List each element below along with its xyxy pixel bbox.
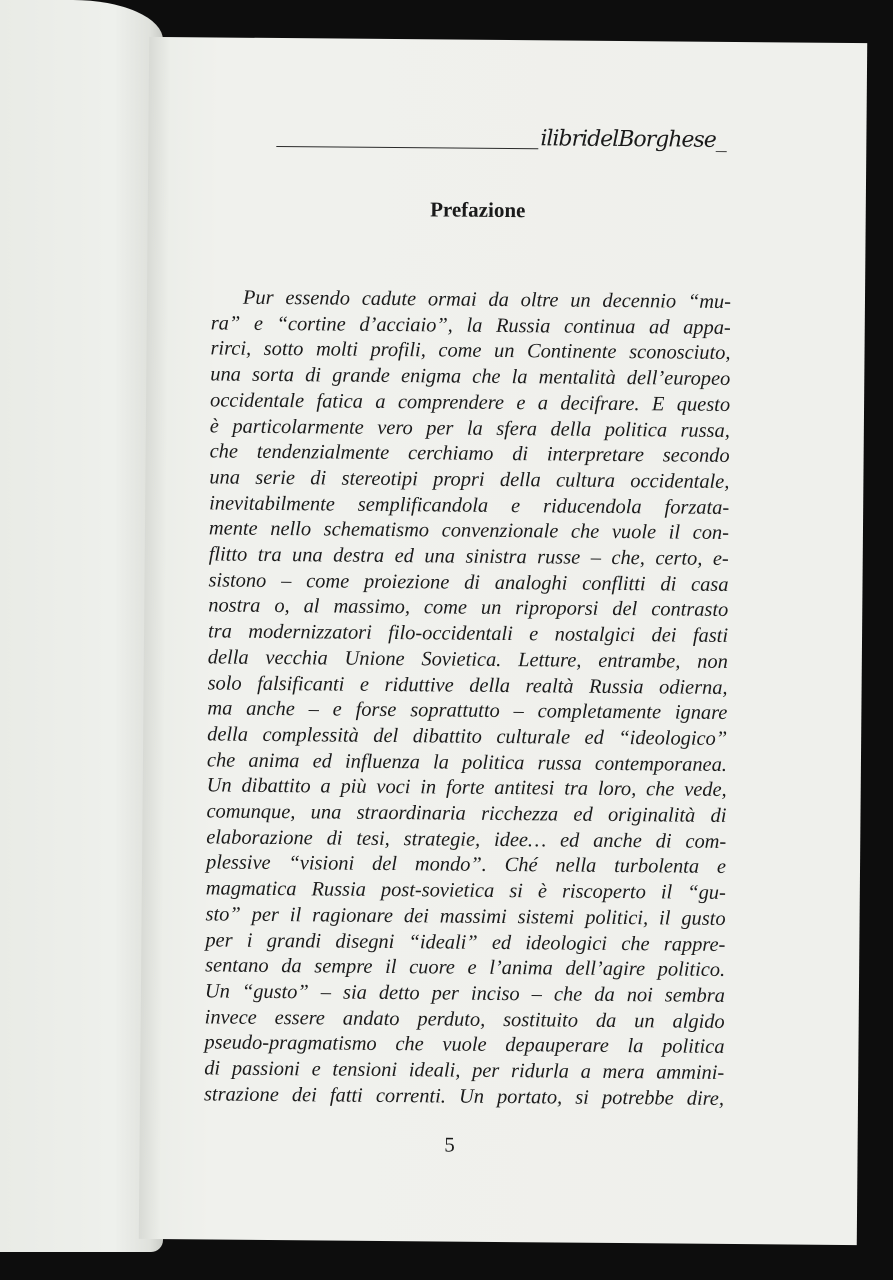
- page-title: Prefazione: [430, 197, 526, 223]
- body-paragraph: [204, 285, 731, 1112]
- text-line: tra modernizzatori filo-occidentali e nostalgici dei fasti: [207, 620, 729, 648]
- text-line: della vecchia Unione Sovietica. Letture, entrambe, non: [207, 646, 728, 673]
- text-line: Un “gusto” – sia detto per inciso – che da noi sembra: [204, 980, 726, 1007]
- text-line: è particolarmente vero per la sfera della politica russa,: [209, 414, 730, 442]
- text-line: Un dibattito a più voci in forte antitesi tra loro, che vede,: [206, 774, 727, 802]
- text-line: inevitabilmente semplificandola e riducendola forzata-: [209, 492, 730, 519]
- text-line: sto” per il ragionare dei massimi sistemi politici, il gusto: [205, 903, 726, 930]
- right-page: [139, 37, 867, 1245]
- text-line: della complessità del dibattito culturale ed “ideologico”: [207, 723, 728, 750]
- text-line: occidentale fatica a comprendere e a decifrare. E questo: [209, 389, 731, 416]
- text-line: ra” e “cortine d’acciaio”, la Russia continua ad appa-: [210, 312, 731, 339]
- series-mark: ilibridelBorghese_: [540, 126, 726, 153]
- left-page: [0, 0, 163, 1252]
- text-line: nostra o, al massimo, come un riproporsi del contrasto: [208, 594, 729, 622]
- text-line: elaborazione di tesi, strategie, idee… ed anche di com-: [206, 826, 727, 853]
- text-line: per i grandi disegni “ideali” ed ideologici che rappre-: [205, 928, 726, 956]
- text-line: che anima ed influenza la politica russa contemporanea.: [206, 749, 728, 776]
- text-line: comunque, una straordinaria ricchezza ed originalità di: [206, 800, 727, 828]
- header-rule: [276, 146, 538, 149]
- text-line: sentano da sempre il cuore e l’anima dell’agire politico.: [205, 954, 726, 982]
- text-line: solo falsificanti e riduttive della realtà Russia odierna,: [207, 671, 728, 699]
- text-line: Pur essendo cadute ormai da oltre un decennio “mu-: [242, 286, 732, 313]
- text-line: una sorta di grande enigma che la mentalità dell’europeo: [210, 363, 731, 391]
- text-line: che tendenzialmente cerchiamo di interpretare secondo: [209, 440, 730, 468]
- page-number: 5: [444, 1132, 455, 1157]
- text-line: flitto tra una destra ed una sinistra russe – che, certo, e-: [208, 543, 729, 570]
- text-line: magmatica Russia post-sovietica si è riscoperto il “gu-: [205, 877, 726, 905]
- text-line: una serie di stereotipi propri della cultura occidentale,: [209, 466, 730, 493]
- text-line: mente nello schematismo convenzionale che vuole il con-: [208, 517, 730, 545]
- text-line: di passioni e tensioni ideali, per ridurla a mera ammini-: [204, 1057, 725, 1085]
- text-line: rirci, sotto molti profili, come un Continente sconosciuto,: [210, 337, 731, 365]
- text-line: invece essere andato perduto, sostituito da un algido: [204, 1006, 725, 1033]
- text-line: pseudo-pragmatismo che vuole depauperare la politica: [204, 1031, 725, 1059]
- text-line: ma anche – e forse soprattutto – completamente ignare: [207, 697, 728, 725]
- text-line: strazione dei fatti correnti. Un portato, si potrebbe dire,: [203, 1083, 725, 1110]
- text-line: sistono – come proiezione di analoghi conflitti di casa: [208, 569, 729, 596]
- text-line: plessive “visioni del mondo”. Ché nella turbolenta e: [205, 851, 727, 879]
